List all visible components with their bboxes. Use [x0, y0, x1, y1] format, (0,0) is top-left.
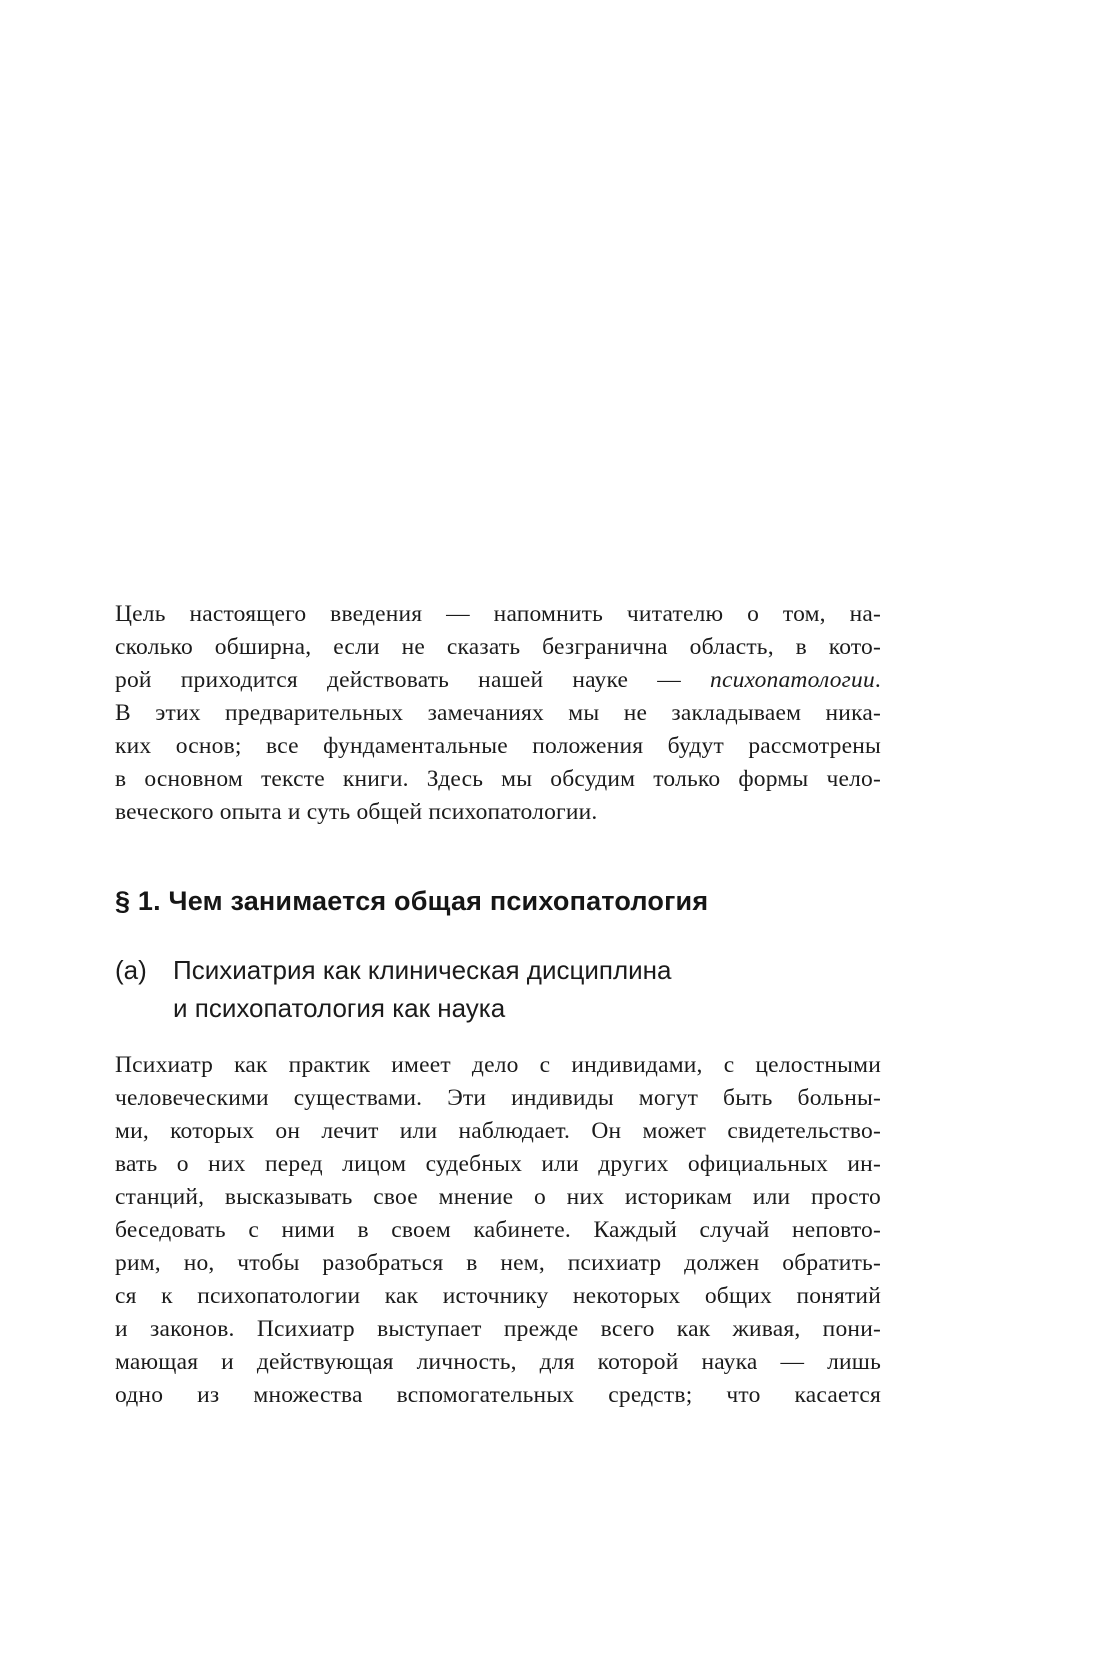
paragraph-line: Психиатр как практик имеет дело с индивидами, с целостными	[115, 1052, 881, 1078]
paragraph-line: и законов. Психиатр выступает прежде всего как живая, пони-	[115, 1316, 881, 1342]
subsection-marker: (а)	[115, 955, 147, 985]
paragraph-line: В этих предварительных замечаниях мы не закладываем ника-	[115, 700, 881, 726]
paragraph-line: ких основ; все фундаментальные положения будут рассмотрены	[115, 733, 881, 759]
subsection-title	[173, 951, 671, 1027]
paragraph-line: ся к психопатологии как источнику некоторых общих понятий	[115, 1283, 881, 1309]
paragraph-line: беседовать с ними в своем кабинете. Каждый случай неповто-	[115, 1217, 881, 1243]
paragraph-line: в основном тексте книги. Здесь мы обсудим только формы чело-	[115, 766, 881, 792]
paragraph-line: одно из множества вспомогательных средств; что касается	[115, 1382, 881, 1408]
body-paragraph	[115, 1049, 881, 1412]
paragraph-line: ми, которых он лечит или наблюдает. Он может свидетельство-	[115, 1118, 881, 1144]
paragraph-line: сколько обширна, если не сказать безгранична область, в кото-	[115, 634, 881, 660]
paragraph-line: веческого опыта и суть общей психопатологии.	[115, 799, 598, 825]
line-text: .	[874, 667, 881, 693]
subsection-heading	[115, 951, 881, 1027]
paragraph-line: человеческими существами. Эти индивиды могут быть больны-	[115, 1085, 881, 1111]
line-text: рой приходится действовать нашей науке —	[115, 667, 710, 693]
subsection-title-line: и психопатология как наука	[173, 993, 506, 1023]
paragraph-line: Цель настоящего введения — напомнить читателю о том, на-	[115, 601, 881, 627]
paragraph-line: рим, но, чтобы разобраться в нем, психиатр должен обратить-	[115, 1250, 881, 1276]
subsection-title-line: Психиатрия как клиническая дисциплина	[173, 955, 672, 985]
intro-paragraph	[115, 598, 881, 829]
page-content	[115, 598, 881, 1412]
paragraph-line: станций, высказывать свое мнение о них историкам или просто	[115, 1184, 881, 1210]
section-heading: § 1. Чем занимается общая психопатология	[115, 886, 709, 916]
paragraph-line: вать о них перед лицом судебных или других официальных ин-	[115, 1151, 881, 1177]
italic-term: психопатологии	[710, 667, 875, 693]
paragraph-line	[115, 664, 881, 697]
paragraph-line: мающая и действующая личность, для которой наука — лишь	[115, 1349, 881, 1375]
